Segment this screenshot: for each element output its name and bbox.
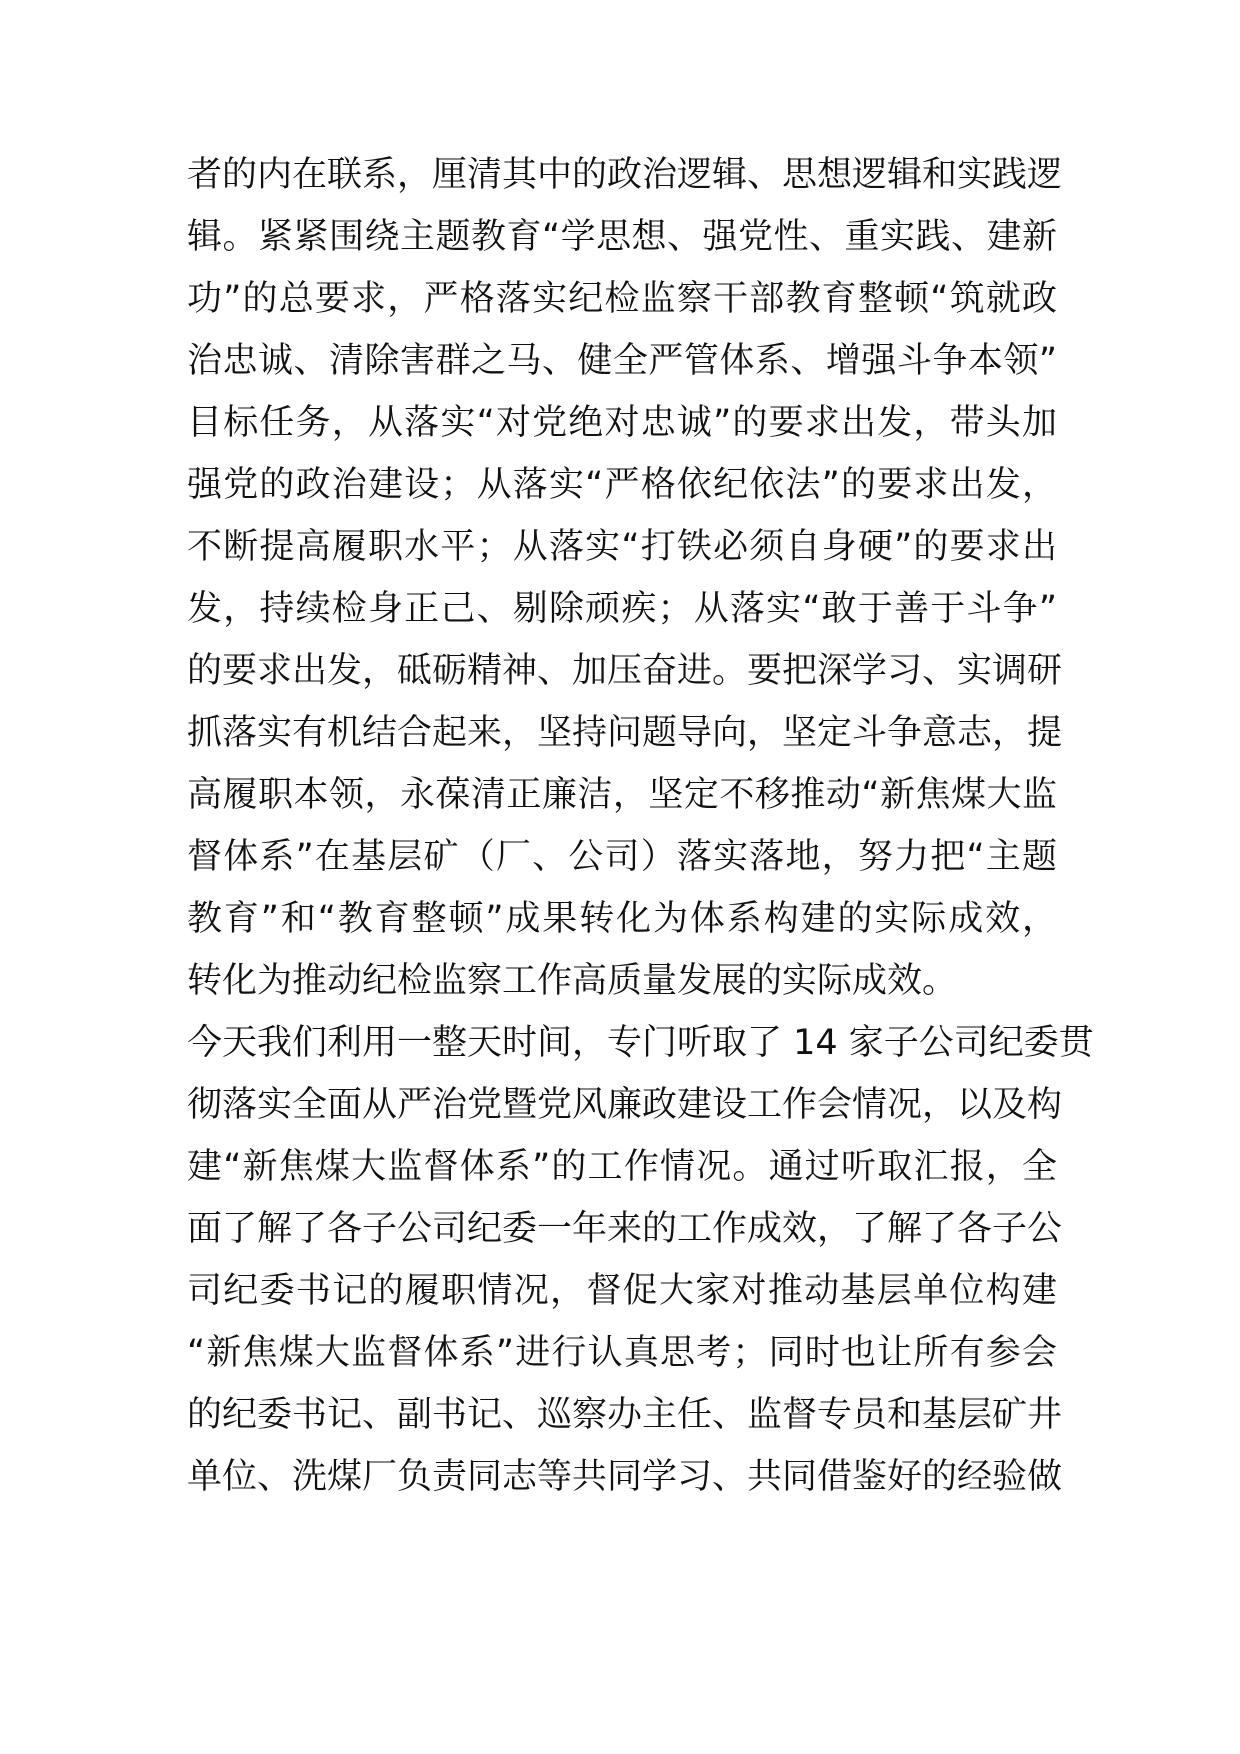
text-line: 的纪委书记、副书记、巡察办主任、监督专员和基层矿井: [187, 1395, 1063, 1435]
text-line: 单位、洗煤厂负责同志等共同学习、共同借鉴好的经验做: [187, 1457, 1063, 1497]
text-line: 强党的政治建设；从落实“严格依纪依法”的要求出发，: [187, 465, 1057, 505]
text-line: 高履职本领，永葆清正廉洁，坚定不移推动“新焦煤大监: [187, 775, 1057, 815]
text-line: 司纪委书记的履职情况，督促大家对推动基层单位构建: [187, 1271, 1057, 1311]
text-line: 督体系”在基层矿（厂、公司）落实落地，努力把“主题: [187, 837, 1057, 877]
text-line: 不断提高履职水平；从落实“打铁必须自身硬”的要求出: [187, 527, 1057, 567]
text-line: 面了解了各子公司纪委一年来的工作成效，了解了各子公: [187, 1209, 1063, 1249]
text-line: 者的内在联系，厘清其中的政治逻辑、思想逻辑和实践逻: [187, 155, 1063, 195]
text-line: 目标任务，从落实“对党绝对忠诚”的要求出发，带头加: [187, 403, 1057, 443]
text-line: 建“新焦煤大监督体系”的工作情况。通过听取汇报，全: [187, 1147, 1057, 1187]
text-line: 功”的总要求，严格落实纪检监察干部教育整顿“筑就政: [187, 279, 1057, 319]
text-line: 辑。紧紧围绕主题教育“学思想、强党性、重实践、建新: [187, 217, 1057, 257]
text-line: 教育”和“教育整顿”成果转化为体系构建的实际成效，: [187, 899, 1057, 939]
text-line: “新焦煤大监督体系”进行认真思考；同时也让所有参会: [187, 1333, 1057, 1373]
text-line: 发，持续检身正己、剔除顽疾；从落实“敢于善于斗争”: [187, 589, 1057, 629]
text-line: 抓落实有机结合起来，坚持问题导向，坚定斗争意志，提: [187, 713, 1063, 753]
text-line: 今天我们利用一整天时间，专门听取了 14 家子公司纪委贯: [187, 1023, 1094, 1063]
text-line: 治忠诚、清除害群之马、健全严管体系、增强斗争本领”: [187, 341, 1057, 381]
text-line: 转化为推动纪检监察工作高质量发展的实际成效。: [187, 961, 958, 1001]
text-line: 的要求出发，砥砺精神、加压奋进。要把深学习、实调研: [187, 651, 1063, 691]
text-line: 彻落实全面从严治党暨党风廉政建设工作会情况，以及构: [187, 1085, 1063, 1125]
